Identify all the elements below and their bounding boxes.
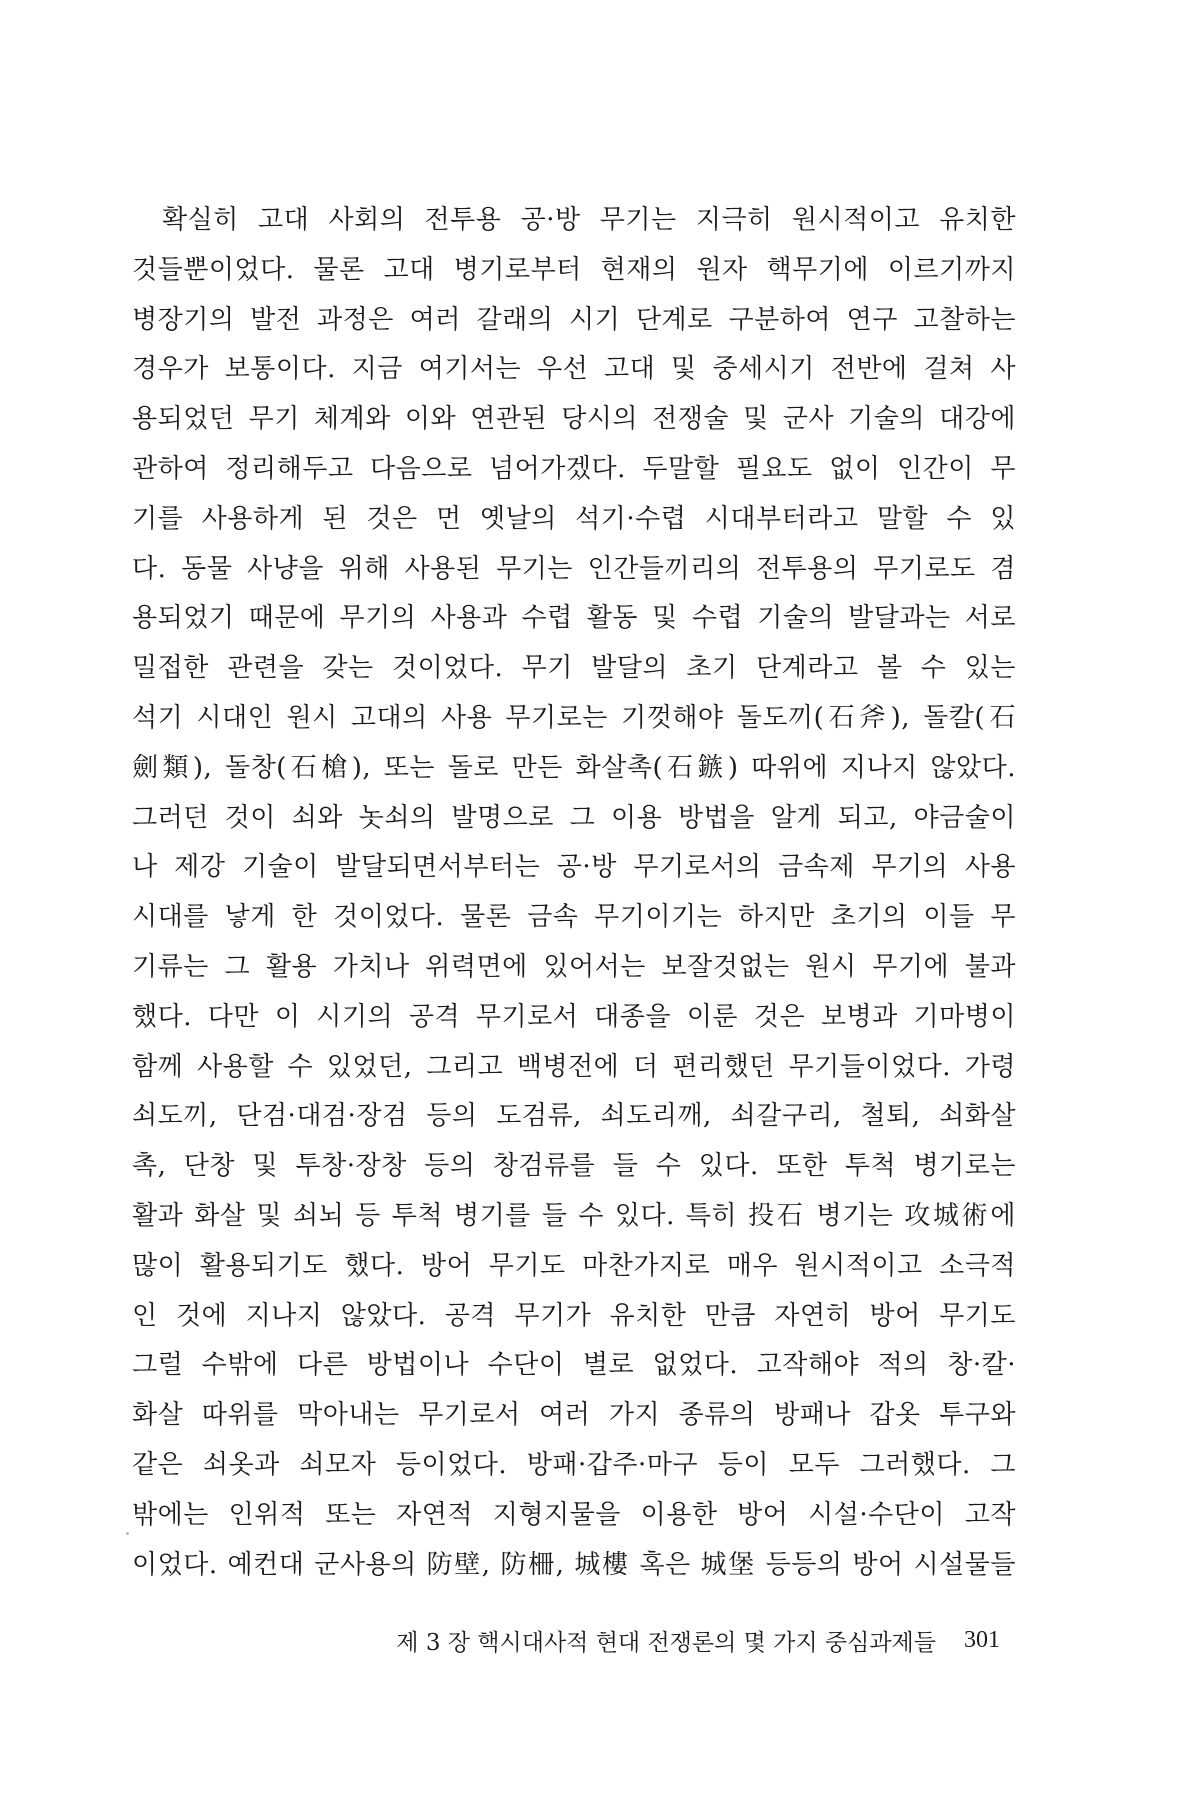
text-line: 활과 화살 및 쇠뇌 등 투척 병기를 들 수 있다. 특히 投石 병기는 攻城術에 [132, 1200, 1016, 1231]
page-number: 301 [964, 1626, 1000, 1653]
text-line: 劍類), 돌창(石槍), 또는 돌로 만든 화살촉(石鏃) 따위에 지나지 않았다. [132, 752, 1016, 783]
text-line: 같은 쇠옷과 쇠모자 등이었다. 방패·갑주·마구 등이 모두 그러했다. 그 [132, 1449, 1016, 1480]
running-footer [340, 1620, 1000, 1660]
text-line: 용되었던 무기 체계와 이와 연관된 당시의 전쟁술 및 군사 기술의 대강에 [132, 404, 1016, 435]
text-line: 것들뿐이었다. 물론 고대 병기로부터 현재의 원자 핵무기에 이르기까지 [132, 254, 1016, 285]
text-line: 그럴 수밖에 다른 방법이나 수단이 별로 없었다. 고작해야 적의 창·칼· [132, 1350, 1016, 1381]
text-line: 석기 시대인 원시 고대의 사용 무기로는 기껏해야 돌도끼(石斧), 돌칼(石 [132, 702, 1016, 733]
text-line: 병장기의 발전 과정은 여러 갈래의 시기 단계로 구분하여 연구 고찰하는 [132, 304, 1016, 335]
text-line: 다. 동물 사냥을 위해 사용된 무기는 인간들끼리의 전투용의 무기로도 겸 [132, 553, 1016, 584]
text-line: 기를 사용하게 된 것은 먼 옛날의 석기·수렵 시대부터라고 말할 수 있 [132, 503, 1016, 534]
text-line: 많이 활용되기도 했다. 방어 무기도 마찬가지로 매우 원시적이고 소극적 [132, 1250, 1016, 1281]
text-line: 밖에는 인위적 또는 자연적 지형지물을 이용한 방어 시설·수단이 고작 [132, 1499, 1016, 1530]
text-line: 그러던 것이 쇠와 놋쇠의 발명으로 그 이용 방법을 알게 되고, 야금술이 [132, 802, 1016, 833]
scan-speck [126, 1532, 129, 1535]
text-line: 나 제강 기술이 발달되면서부터는 공·방 무기로서의 금속제 무기의 사용 [132, 852, 1016, 883]
text-line: 촉, 단창 및 투창·장창 등의 창검류를 들 수 있다. 또한 투척 병기로는 [132, 1151, 1016, 1182]
text-line: 확실히 고대 사회의 전투용 공·방 무기는 지극히 원시적이고 유치한 [162, 205, 1016, 235]
text-line: 함께 사용할 수 있었던, 그리고 백병전에 더 편리했던 무기들이었다. 가령 [132, 1051, 1016, 1082]
text-line: 인 것에 지나지 않았다. 공격 무기가 유치한 만큼 자연히 방어 무기도 [132, 1300, 1016, 1331]
text-line: 이었다. 예컨대 군사용의 防壁, 防柵, 城樓 혹은 城堡 등등의 방어 시설물들 [132, 1549, 1016, 1580]
text-line: 기류는 그 활용 가치나 위력면에 있어서는 보잘것없는 원시 무기에 불과 [132, 951, 1016, 982]
text-line: 했다. 다만 이 시기의 공격 무기로서 대종을 이룬 것은 보병과 기마병이 [132, 1001, 1016, 1032]
chapter-title: 제 3 장 핵시대사적 현대 전쟁론의 몇 가지 중심과제들 [396, 1629, 936, 1656]
text-line: 화살 따위를 막아내는 무기로서 여러 가지 종류의 방패나 갑옷 투구와 [132, 1400, 1016, 1431]
body-text [132, 196, 1016, 1590]
text-line: 밀접한 관련을 갖는 것이었다. 무기 발달의 초기 단계라고 볼 수 있는 [132, 653, 1016, 684]
text-line: 관하여 정리해두고 다음으로 넘어가겠다. 두말할 필요도 없이 인간이 무 [132, 453, 1016, 484]
text-line: 쇠도끼, 단검·대검·장검 등의 도검류, 쇠도리깨, 쇠갈구리, 철퇴, 쇠화살 [132, 1101, 1016, 1132]
text-line: 시대를 낳게 한 것이었다. 물론 금속 무기이기는 하지만 초기의 이들 무 [132, 902, 1016, 933]
text-line: 경우가 보통이다. 지금 여기서는 우선 고대 및 중세시기 전반에 걸쳐 사 [132, 354, 1016, 385]
text-line: 용되었기 때문에 무기의 사용과 수렵 활동 및 수렵 기술의 발달과는 서로 [132, 603, 1016, 634]
